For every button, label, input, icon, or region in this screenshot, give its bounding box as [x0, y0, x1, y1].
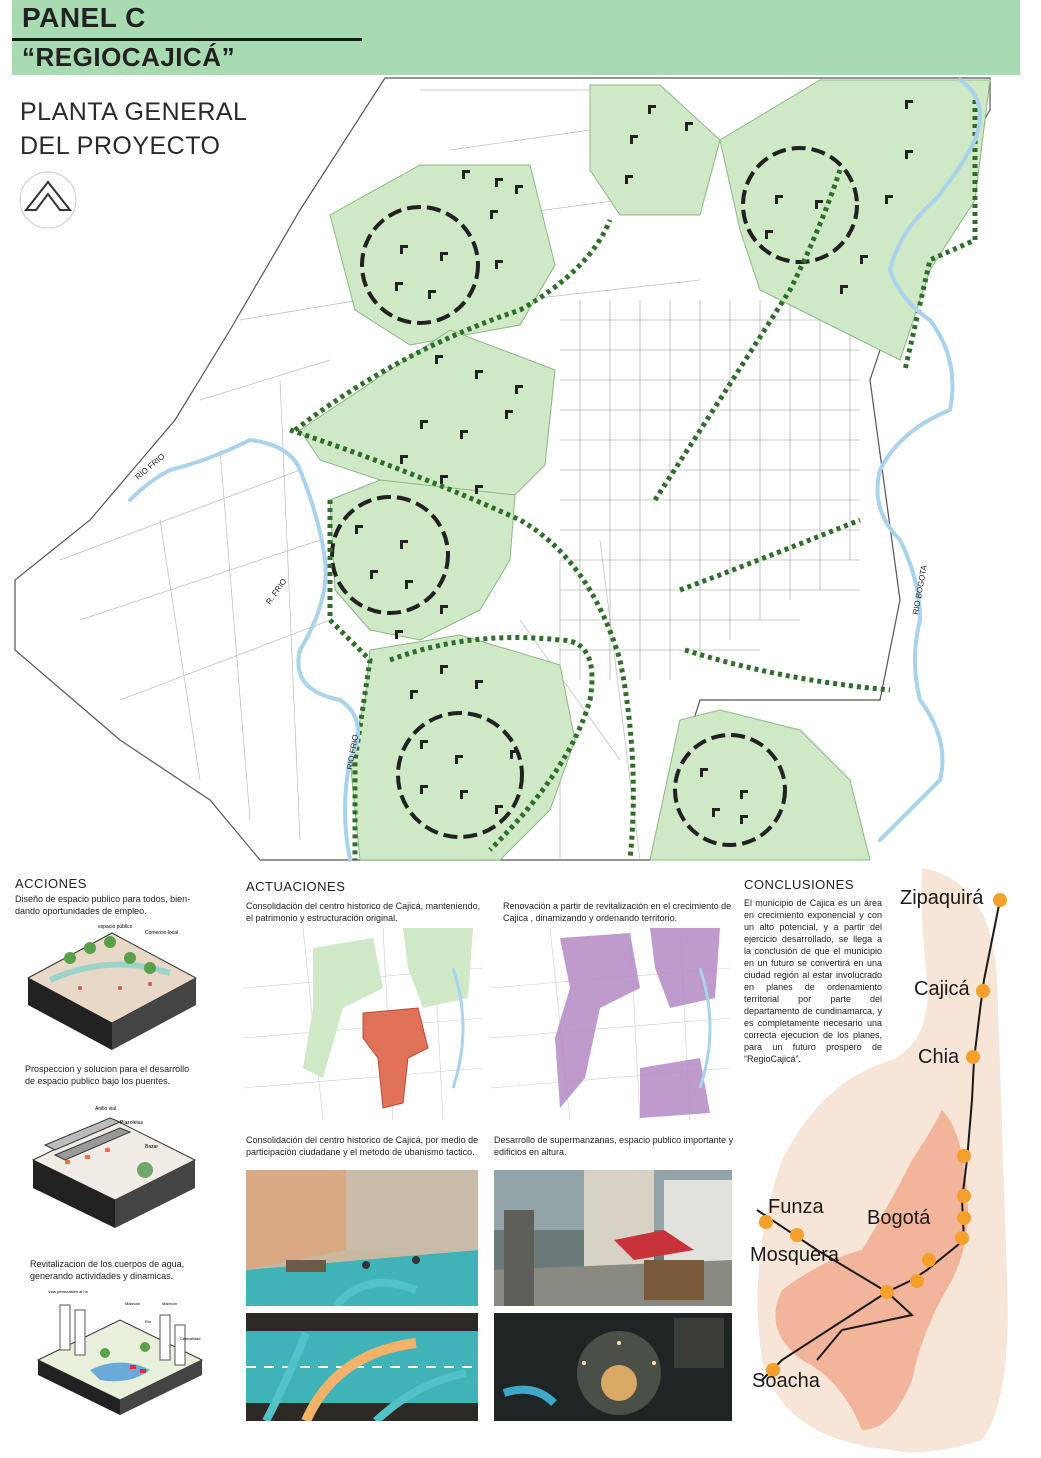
label-rio: Río — [145, 1319, 152, 1324]
project-title: “REGIOCAJICÁ” — [22, 42, 236, 72]
label-malecon-2: Malecón — [162, 1301, 178, 1306]
river-label-1: RIO FRIO — [133, 451, 167, 482]
panel-title: PANEL C — [22, 2, 146, 33]
label-anillo: Anillo vial — [95, 1106, 117, 1112]
header-divider — [12, 38, 362, 41]
city-funza: Funza — [768, 1196, 824, 1218]
acciones-isometric-2 — [25, 1100, 200, 1240]
acciones-isometric-3 — [30, 1285, 210, 1420]
header-band — [12, 0, 1020, 75]
label-espacio: espacio público — [98, 924, 133, 930]
historic-center-map — [243, 928, 483, 1120]
city-bogota: Bogotá — [867, 1207, 931, 1229]
plan-title-line1: PLANTA GENERAL — [20, 98, 248, 126]
label-malecon-1: Malecón — [125, 1301, 141, 1306]
acciones-text-1: Diseño de espacio publico para todos, bien-dando oportunidades de empleo. — [15, 894, 191, 916]
actuaciones-title: ACTUACIONES — [246, 879, 346, 894]
plan-title — [20, 95, 247, 163]
actuaciones-text-4: Desarrollo de supermanzanas, espacio publico importante y edificios en altura. — [494, 1135, 734, 1157]
city-soacha: Soacha — [752, 1370, 820, 1392]
city-chia: Chia — [918, 1046, 960, 1068]
acciones-isometric-1 — [20, 918, 200, 1058]
river-label-2: R. FRIO — [264, 576, 289, 607]
label-bazar: Bazar — [145, 1144, 159, 1150]
street-render-1 — [246, 1170, 478, 1306]
region-map — [742, 860, 1041, 1458]
label-plazoletas: Plazoletas — [120, 1120, 144, 1126]
label-centralidad: Centralidad — [180, 1336, 201, 1341]
conclusiones-text: El municipio de Cajica es un área en crecimiento exponencial y con un alto potencial, y a partir del ejercicio desarrollado, se llega a la conclusión de que el municipio en un futuro se convertirá en una ciudad región al estar involucrado en planes de ordenamiento territorial por parte del departamento de cundinamarca, y es completamente necesario una correcta ejecucion de los planes, para un futuro prospero de “RegioCajicá”. — [744, 898, 882, 1064]
actuaciones-text-1: Consolidación del centro historico de Cajicá, manteniendo, el patrimonio y estructuración original. — [246, 901, 481, 923]
renewal-map — [490, 928, 730, 1120]
river-label-3: RIO FRIO — [345, 733, 361, 771]
label-comercio: Comercio local — [145, 930, 179, 936]
master-plan-map — [0, 75, 1041, 865]
plan-title-line2: DEL PROYECTO — [20, 132, 221, 160]
acciones-text-3: Revitalizacion de los cuerpos de agua, generando actividades y dinamicas. — [30, 1259, 185, 1281]
actuaciones-text-3: Consolidación del centro historico de Cajicá, por medio de participación ciudadane y el metodo de ubanismo tactico. — [246, 1135, 479, 1157]
city-mosquera: Mosquera — [750, 1244, 839, 1266]
city-zipaquira: Zipaquirá — [900, 887, 984, 909]
river-label-4: RIO BOGOTA — [911, 564, 929, 616]
plaza-render-2 — [494, 1313, 732, 1421]
label-vias: Vías permeables al río — [48, 1289, 89, 1294]
acciones-text-2: Prospeccion y solucion para el desarrollo de espacio publico bajo los puentes. — [25, 1064, 190, 1086]
plaza-render-1 — [494, 1170, 732, 1306]
city-cajica: Cajicá — [914, 978, 970, 1000]
street-render-2 — [246, 1313, 478, 1421]
acciones-title: ACCIONES — [15, 876, 87, 891]
actuaciones-text-2: Renovación a partir de revitalización en el crecimiento de Cajica , dinamizando y ordenando territorio. — [503, 901, 732, 923]
conclusiones-title: CONCLUSIONES — [744, 877, 855, 892]
north-arrow-icon — [20, 172, 76, 228]
